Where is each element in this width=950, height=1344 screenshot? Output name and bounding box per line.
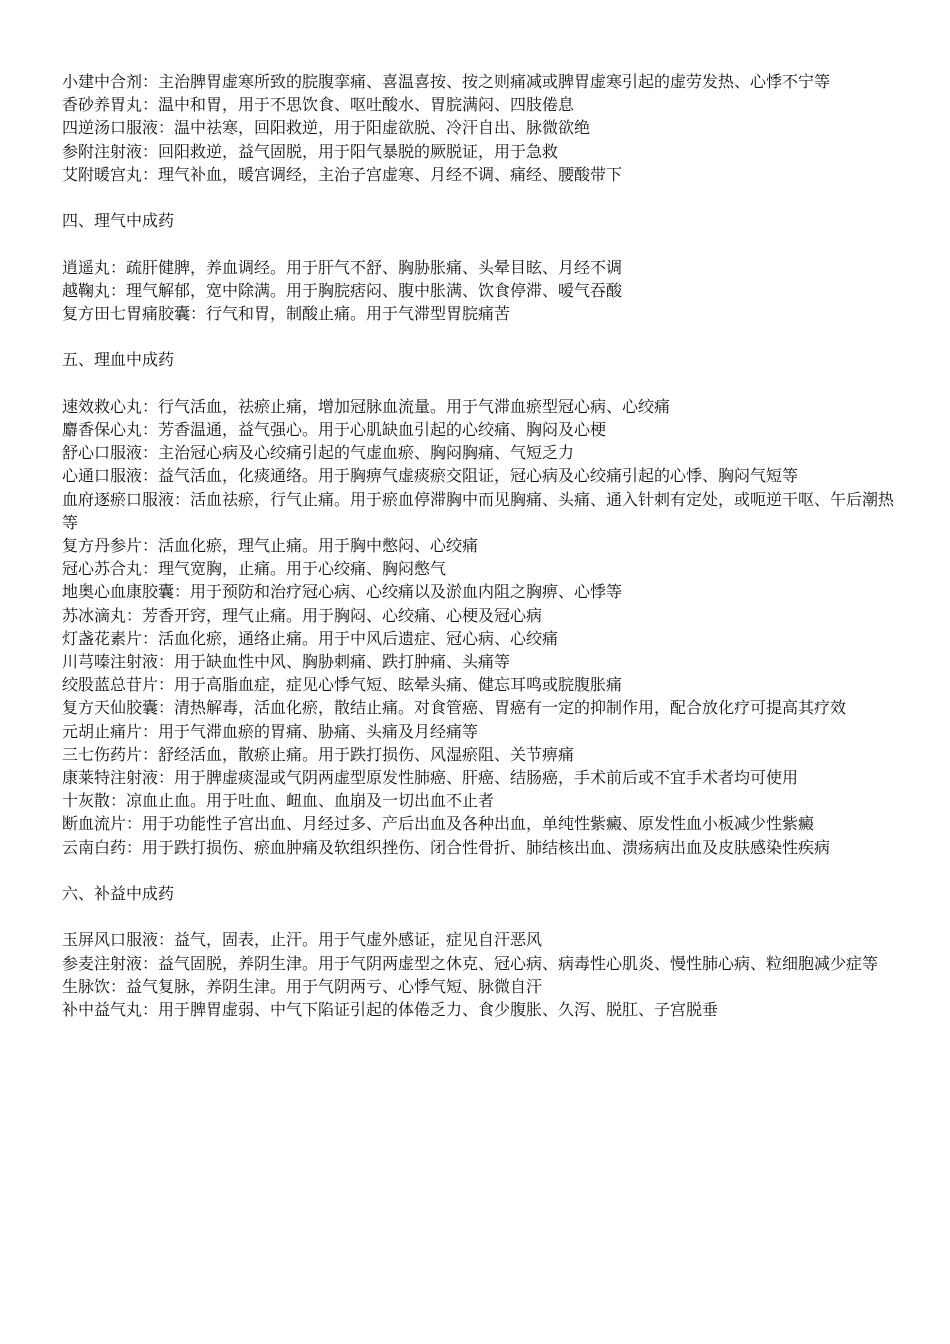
list-item: 小建中合剂：主治脾胃虚寒所致的脘腹挛痛、喜温喜按、按之则痛减或脾胃虚寒引起的虚劳发热、心悸不宁等: [62, 72, 831, 91]
list-item: 四逆汤口服液：温中祛寒，回阳救逆，用于阳虚欲脱、冷汗自出、脉微欲绝: [62, 118, 591, 138]
list-item: 逍遥丸：疏肝健脾，养血调经。用于肝气不舒、胸胁胀痛、头晕目眩、月经不调: [62, 257, 623, 277]
list-item: 玉屏风口服液：益气，固表，止汗。用于气虚外感证，症见自汗恶风: [62, 930, 543, 950]
list-item: 复方天仙胶囊：清热解毒，活血化瘀，散结止痛。对食管癌、胃癌有一定的抑制作用，配合放化疗可提高其疗效: [62, 698, 847, 718]
list-item: 舒心口服液：主治冠心病及心绞痛引起的气虚血瘀、胸闷胸痛、气短乏力: [62, 443, 575, 463]
list-item: 复方田七胃痛胶囊：行气和胃，制酸止痛。用于气滞型胃脘痛苦: [62, 304, 511, 323]
section-heading-blood: 五、理血中成药: [62, 350, 175, 370]
list-item: 云南白药：用于跌打损伤、瘀血肿痛及软组织挫伤、闭合性骨折、肺结核出血、溃疡病出血及皮肤感染性疾病: [62, 837, 831, 857]
list-item: 苏冰滴丸：芳香开窍，理气止痛。用于胸闷、心绞痛、心梗及冠心病: [62, 605, 543, 625]
section-heading-qi: 四、理气中成药: [62, 211, 175, 231]
list-item: 艾附暖宫丸：理气补血，暖宫调经，主治子宫虚寒、月经不调、痛经、腰酸带下: [62, 164, 623, 184]
list-item: 断血流片：用于功能性子宫出血、月经过多、产后出血及各种出血，单纯性紫癜、原发性血小板减少性紫癜: [62, 814, 815, 834]
list-item: 三七伤药片：舒经活血，散瘀止痛。用于跌打损伤、风湿瘀阻、关节痹痛: [62, 744, 575, 764]
list-item: 参附注射液：回阳救逆，益气固脱，用于阳气暴脱的厥脱证，用于急救: [62, 141, 559, 161]
list-item: 参麦注射液：益气固脱，养阴生津。用于气阴两虚型之休克、冠心病、病毒性心肌炎、慢性肺心病、粒细胞减少症等: [62, 953, 879, 973]
list-item: 复方丹参片：活血化瘀，理气止痛。用于胸中憋闷、心绞痛: [62, 536, 479, 555]
list-item: 补中益气丸：用于脾胃虚弱、中气下陷证引起的体倦乏力、食少腹胀、久泻、脱肛、子宫脱垂: [62, 1000, 719, 1020]
list-item: 地奥心血康胶囊：用于预防和治疗冠心病、心绞痛以及淤血内阻之胸痹、心悸等: [62, 582, 623, 602]
intro-block: [62, 70, 902, 186]
document-page: [62, 70, 902, 1021]
list-item: 灯盏花素片：活血化瘀，通络止痛。用于中风后遗症、冠心病、心绞痛: [62, 628, 559, 648]
list-item: 速效救心丸：行气活血，祛瘀止痛，增加冠脉血流量。用于气滞血瘀型冠心病、心绞痛: [62, 396, 671, 416]
list-item: 越鞠丸：理气解郁，宽中除满。用于胸脘痞闷、腹中胀满、饮食停滞、嗳气吞酸: [62, 280, 623, 300]
list-item: 元胡止痛片：用于气滞血瘀的胃痛、胁痛、头痛及月经痛等: [62, 721, 479, 741]
list-item: 川芎嗪注射液：用于缺血性中风、胸胁刺痛、跌打肿痛、头痛等: [62, 652, 511, 672]
list-item: 康莱特注射液：用于脾虚痰湿或气阴两虚型原发性肺癌、肝癌、结肠癌，手术前后或不宜手术者均可使用: [62, 768, 799, 788]
list-item: 绞股蓝总苷片：用于高脂血症，症见心悸气短、眩晕头痛、健忘耳鸣或脘腹胀痛: [62, 675, 623, 695]
list-item: 十灰散：凉血止血。用于吐血、衄血、血崩及一切出血不止者: [62, 791, 495, 811]
list-item: 生脉饮：益气复脉，养阴生津。用于气阴两亏、心悸气短、脉微自汗: [62, 976, 543, 996]
list-item: 血府逐瘀口服液：活血祛瘀，行气止痛。用于瘀血停滞胸中而见胸痛、头痛、通入针刺有定处，或呃逆干呕、午后潮热等: [62, 489, 895, 532]
section-tonic-list: [62, 928, 902, 1021]
section-qi-list: [62, 256, 902, 326]
list-item: 冠心苏合丸：理气宽胸，止痛。用于心绞痛、胸闷憋气: [62, 559, 447, 579]
list-item: 麝香保心丸：芳香温通，益气强心。用于心肌缺血引起的心绞痛、胸闷及心梗: [62, 419, 607, 439]
section-heading-tonic: 六、补益中成药: [62, 884, 175, 904]
section-blood-list: [62, 395, 902, 859]
list-item: 香砂养胃丸：温中和胃，用于不思饮食、呕吐酸水、胃脘满闷、四肢倦息: [62, 95, 575, 115]
list-item: 心通口服液：益气活血，化痰通络。用于胸痹气虚痰瘀交阻证，冠心病及心绞痛引起的心悸、胸闷气短等: [62, 466, 799, 486]
